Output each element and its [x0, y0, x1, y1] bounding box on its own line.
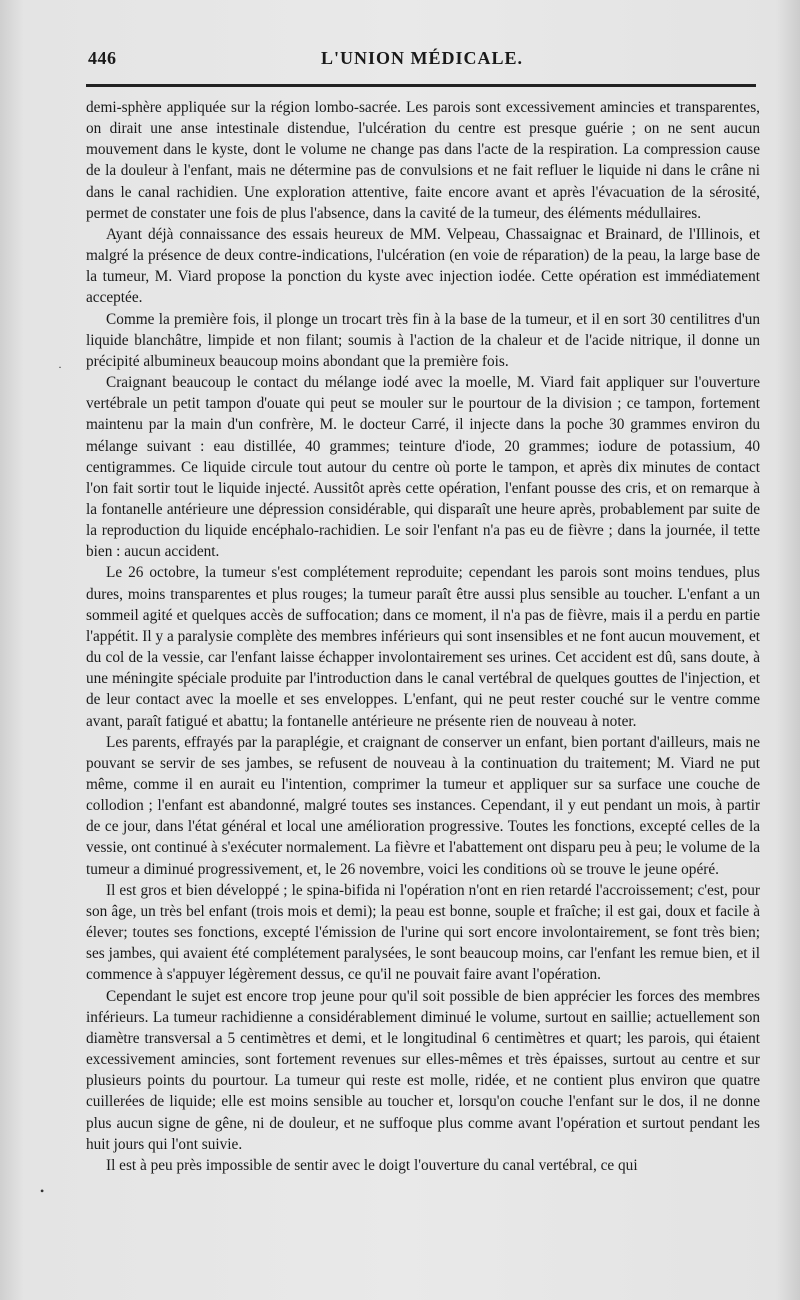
page-number: 446 — [88, 48, 117, 68]
margin-bullet-mark: • — [40, 1184, 45, 1198]
running-title: L'UNION MÉDICALE. — [320, 48, 524, 68]
page-header — [88, 48, 756, 74]
paragraph-2: Ayant déjà connaissance des essais heureux de MM. Velpeau, Chassaignac et Brainard, de l'Illinois, et malgré la présence de deux contre-indications, l'ulcération (en voie de réparation) de la peau, la large base de la tumeur, M. Viard propose la ponction du kyste avec injection iodée. Cette opération est immédiatement acceptée. — [86, 225, 760, 307]
paragraph-6: Les parents, effrayés par la paraplégie, et craignant de conserver un enfant, bien portant d'ailleurs, mais ne pouvant se servir de ses jambes, se refusent de nouveau à la continuation du traitement; M. Viard ne put même, comme il en aurait eu l'intention, comprimer la tumeur et appliquer sur sa surface une couche de collodion ; l'enfant est abandonné, malgré toutes ses instances. Cependant, il y eut pendant un mois, à partir de ce jour, dans l'état général et local une amélioration progressive. Toutes les fonctions, excepté celles de la vessie, ont continué à s'exécuter normalement. La fièvre et l'abattement ont disparu peu à peu; le volume de la tumeur a diminué progressivement, et, le 26 novembre, voici les conditions où se trouve le jeune opéré. — [86, 733, 760, 878]
paragraph-5: Le 26 octobre, la tumeur s'est complétement reproduite; cependant les parois sont moins tendues, plus dures, moins transparentes et plus rouges; la tumeur paraît être aussi plus sensible au toucher. L'enfant a un sommeil agité et quelques accès de suffocation; dans ce moment, il n'a pas de fièvre, mais il a perdu en partie l'appétit. Il y a paralysie complète des membres inférieurs qui sont insensibles et ne font aucun mouvement, et du col de la vessie, car l'enfant laisse échapper involontairement ses urines. Cet accident est dû, sans doute, à une méningite spéciale produite par l'introduction dans le canal vertébral de quelques gouttes de l'injection, et de leur contact avec la moelle et ses enveloppes. L'enfant, qui ne peut rester couché sur le ventre comme avant, paraît fatigué et abattu; la fontanelle antérieure ne présente rien de nouveau à noter. — [86, 564, 760, 730]
paragraph-8: Cependant le sujet est encore trop jeune pour qu'il soit possible de bien apprécier les forces des membres inférieurs. La tumeur rachidienne a considérablement diminué le volume, surtout en saillie; actuellement son diamètre transversal a 5 centimètres et demi, et le longitudinal 6 centimètres et quart; les parois, qui étaient excessivement amincies, sont fortement revenues sur elles-mêmes et très épaisses, surtout au centre et sur plusieurs points du pourtour. La tumeur qui reste est molle, ridée, et ne contient plus environ que quatre cuillerées de liquide; elle est moins sensible au toucher et, lorsqu'on couche l'enfant sur le dos, il ne donne plus aucun signe de gêne, ni de douleur, et ne suffoque plus comme avant l'opération et surtout pendant les huit jours qui l'ont suivie. — [86, 987, 760, 1153]
header-rule — [86, 84, 756, 87]
body-text — [86, 97, 760, 1176]
paragraph-7: Il est gros et bien développé ; le spina-bifida ni l'opération n'ont en rien retardé l'accroissement; c'est, pour son âge, un très bel enfant (trois mois et demi); la peau est bonne, souple et fraîche; il est gai, doux et facile à élever; toutes ses fonctions, excepté l'émission de l'urine qui sort encore involontairement, se font très bien; ses jambes, qui avaient été complétement paralysées, le sont beaucoup moins, car l'enfant les remue bien, et il commence à s'appuyer légèrement dessus, ce qu'il ne pouvait faire avant l'opération. — [86, 881, 760, 984]
paragraph-1: demi-sphère appliquée sur la région lombo-sacrée. Les parois sont excessivement amincies et transparentes, on dirait une anse intestinale distendue, l'ulcération du centre est presque guérie ; on ne sent aucun mouvement dans le kyste, dont le volume ne change pas dans l'acte de la respiration. La compression cause de la douleur à l'enfant, mais ne détermine pas de convulsions et ne fait refluer le liquide ni dans le crâne ni dans le canal rachidien. Une exploration attentive, faite encore avant et après l'évacuation de la sérosité, permet de constater une fois de plus l'absence, dans la cavité de la tumeur, des éléments médullaires. — [86, 99, 760, 222]
paragraph-4: Craignant beaucoup le contact du mélange iodé avec la moelle, M. Viard fait appliquer sur l'ouverture vertébrale un petit tampon d'ouate qui peut se mouler sur le pourtour de la division ; ce tampon, fortement maintenu par la main d'un confrère, M. le docteur Carré, il injecte dans la poche 30 grammes environ du mélange suivant : eau distillée, 40 grammes; teinture d'iode, 20 grammes; iodure de potassium, 40 centigrammes. Ce liquide circule tout autour du centre où porte le tampon, et après dix minutes de contact l'on fait sortir tout le liquide injecté. Aussitôt après cette opération, l'enfant pousse des cris, et on remarque à la fontanelle antérieure une dépression considérable, qui disparaît une heure après, probablement par suite de la reproduction du liquide encéphalo-rachidien. Le soir l'enfant n'a pas eu de fièvre ; dans la journée, il tette bien : aucun accident. — [86, 374, 760, 561]
paragraph-3: Comme la première fois, il plonge un trocart très fin à la base de la tumeur, et il en sort 30 centilitres d'un liquide blanchâtre, limpide et non filant; soumis à l'action de la chaleur et de l'acide nitrique, il donne un précipité albumineux beaucoup moins abondant que la première fois. — [86, 310, 760, 370]
paragraph-9: Il est à peu près impossible de sentir avec le doigt l'ouverture du canal vertébral, ce qui — [106, 1156, 638, 1174]
margin-dot-mark: · — [58, 360, 62, 374]
